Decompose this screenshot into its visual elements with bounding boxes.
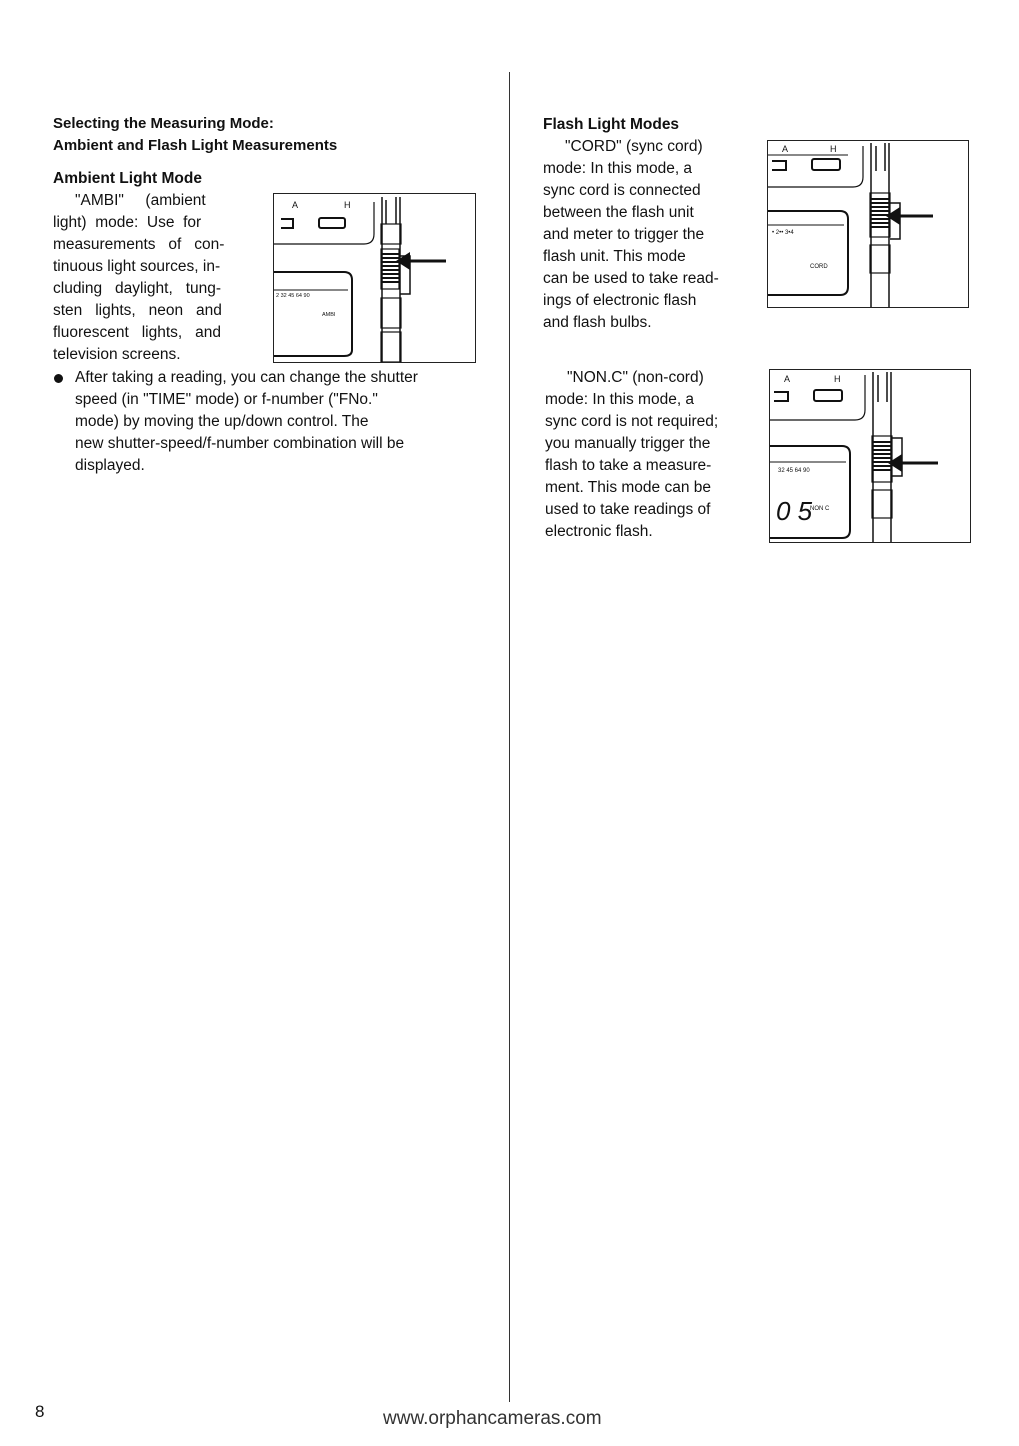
bullet-icon — [54, 374, 63, 383]
bullet-line: speed (in "TIME" mode) or f-number ("FNo." — [75, 391, 378, 408]
nonc-line: ment. This mode can be — [545, 479, 711, 496]
ambient-line: measurements of con- — [53, 236, 225, 253]
arrow-icon — [888, 454, 938, 472]
fig-label-a: A — [782, 144, 789, 154]
button-a-icon — [772, 161, 786, 170]
page-number: 8 — [35, 1402, 45, 1421]
nonc-line: flash to take a measure- — [545, 457, 712, 474]
cord-text — [543, 136, 746, 334]
cord-line: and flash bulbs. — [543, 314, 652, 331]
nonc-meter-figure — [769, 369, 971, 543]
ambient-line: fluorescent lights, and — [53, 324, 222, 341]
nonc-text — [545, 367, 747, 543]
cord-line: "CORD" (sync cord) — [565, 138, 703, 155]
section-heading-2: Ambient and Flash Light Measurements — [53, 137, 338, 154]
fig-digits: 0 5 — [776, 496, 813, 526]
ambient-heading: Ambient Light Mode — [53, 170, 202, 187]
nonc-line: used to take readings of — [545, 501, 711, 518]
cord-line: flash unit. This mode — [543, 248, 686, 265]
bullet-text — [75, 367, 481, 477]
nonc-line: mode: In this mode, a — [545, 391, 695, 408]
fig-label-h: H — [834, 374, 841, 384]
fig-scale: 2 32 45 64 90 — [276, 293, 310, 299]
nonc-line: electronic flash. — [545, 523, 653, 540]
fig-scale: • 2•• 3•4 — [772, 230, 794, 236]
ambient-line: tinuous light sources, in- — [53, 258, 221, 275]
fig-label-h: H — [830, 144, 837, 154]
fig-label-a: A — [784, 374, 791, 384]
bullet-line: After taking a reading, you can change the shutter — [75, 369, 418, 386]
button-a-icon — [281, 219, 293, 228]
arrow-icon — [886, 207, 933, 225]
fig-label-h: H — [344, 200, 351, 210]
fig-label-a: A — [292, 200, 299, 210]
cord-line: ings of electronic flash — [543, 292, 697, 309]
cord-line: between the flash unit — [543, 204, 694, 221]
bullet-line: mode) by moving the up/down control. The — [75, 413, 369, 430]
column-divider — [509, 72, 510, 1402]
button-h-icon — [812, 159, 840, 170]
nonc-line: "NON.C" (non-cord) — [567, 369, 704, 386]
ambient-line: light) mode: Use for — [53, 214, 202, 231]
cord-line: sync cord is connected — [543, 182, 701, 199]
ambient-line: sten lights, neon and — [53, 302, 222, 319]
cord-line: can be used to take read- — [543, 270, 719, 287]
ambi-meter-figure — [273, 193, 476, 363]
ambient-line: television screens. — [53, 346, 181, 363]
fig-mode: CORD — [810, 264, 828, 270]
nonc-line: sync cord is not required; — [545, 413, 719, 430]
button-h-icon — [319, 218, 345, 228]
ambient-line: cluding daylight, tung- — [53, 280, 222, 297]
button-a-icon — [774, 392, 788, 401]
ambient-text — [53, 190, 254, 366]
cord-line: and meter to trigger the — [543, 226, 705, 243]
section-heading-1: Selecting the Measuring Mode: — [53, 115, 274, 132]
arrow-icon — [396, 252, 446, 270]
footer-url: www.orphancameras.com — [383, 1408, 602, 1429]
fig-mode: NON C — [810, 506, 830, 512]
flash-heading: Flash Light Modes — [543, 116, 680, 133]
button-h-icon — [814, 390, 842, 401]
fig-mode: AMBI — [322, 312, 336, 318]
bullet-line: displayed. — [75, 457, 145, 474]
cord-meter-figure — [767, 140, 969, 308]
nonc-line: you manually trigger the — [545, 435, 711, 452]
bullet-line: new shutter-speed/f-number combination will be — [75, 435, 405, 452]
cord-line: mode: In this mode, a — [543, 160, 693, 177]
fig-scale: 32 45 64 90 — [778, 468, 810, 474]
ambient-line: "AMBI" (ambient — [75, 192, 206, 209]
